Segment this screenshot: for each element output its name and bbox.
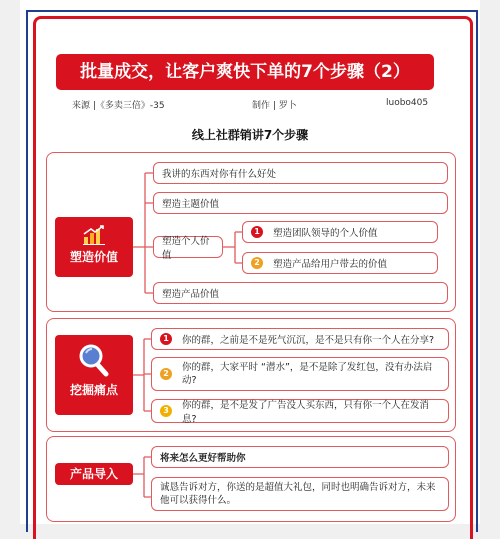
- number-badge-1: 1: [160, 333, 172, 345]
- value-subnode-product-text: 塑造产品给用户带去的价值: [273, 259, 388, 270]
- diagram-subtitle: 线上社群销讲7个步骤: [191, 128, 309, 142]
- product-body-text: 诚恳告诉对方，你送的是超值大礼包，同时也明确告诉对方，未来他可以获得什么。: [160, 482, 436, 506]
- handle-label: luobo405: [386, 98, 429, 108]
- pain-item-1-text: 你的群，之前是不是死气沉沉，是不是只有你一个人在分享?: [182, 335, 435, 346]
- product-heading: 将来怎么更好帮助你: [151, 446, 449, 468]
- value-node-product: 塑造产品价值: [153, 282, 448, 304]
- pain-item-2-text: 你的群，大家平时 “潜水”，是不是除了发红包，没有办法启动?: [182, 362, 433, 386]
- pain-item-1: [151, 328, 449, 350]
- maker-label: 制作 | 罗卜: [252, 101, 297, 111]
- number-badge-3: 3: [160, 405, 172, 417]
- number-badge-2: 2: [160, 368, 172, 380]
- section-product: [46, 436, 456, 522]
- pain-item-2: [151, 357, 449, 391]
- product-body: [151, 477, 449, 511]
- source-label: 来源 |《多卖三倍》-35: [72, 101, 165, 111]
- page: [20, 0, 480, 524]
- value-subnode-product: [242, 252, 438, 274]
- badge-pain-label: 挖掘痛点: [69, 383, 118, 397]
- value-subnode-team-text: 塑造团队领导的个人价值: [273, 228, 378, 239]
- section-pain: [46, 318, 456, 432]
- page-title: 批量成交，让客户爽快下单的7个步骤（2）: [56, 54, 434, 90]
- section-value: [46, 152, 456, 312]
- value-node-benefit: 我讲的东西对你有什么好处: [153, 162, 448, 184]
- badge-product: 产品导入: [55, 463, 133, 485]
- value-node-topic: 塑造主题价值: [153, 192, 448, 214]
- number-badge-2: 2: [251, 257, 263, 269]
- pain-item-3-text: 你的群，是不是发了广告没人买东西，只有你一个人在发消息?: [182, 400, 430, 425]
- value-node-personal: 塑造个人价值: [153, 236, 223, 258]
- number-badge-1: 1: [251, 226, 263, 238]
- badge-value-label: 塑造价值: [69, 250, 118, 264]
- value-subnode-team: [242, 221, 438, 243]
- pain-item-3: [151, 399, 449, 423]
